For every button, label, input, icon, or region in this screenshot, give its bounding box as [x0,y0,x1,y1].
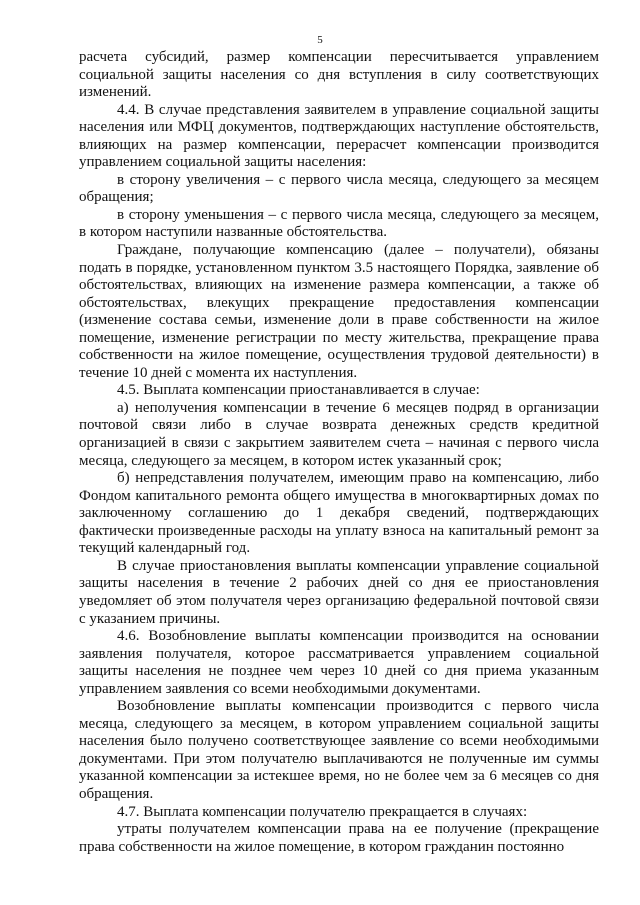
paragraph-3: в сторону увеличения – с первого числа месяца, следующего за месяцем обращения; [79,171,599,206]
document-body [79,49,599,856]
paragraph-5: Граждане, получающие компенсацию (далее – получатели), обязаны подать в порядке, установленном пунктом 3.5 настоящего Порядка, заявление об обстоятельствах, влияющих на изменение размера компенсации, а также об обстоятельствах, влекущих прекращение предоставления компенсации (изменение состава семьи, изменение доли в праве собственности на жилое помещение, изменение регистрации по месту жительства, прекращение права собственности на жилое помещение, осуществления трудовой деятельности) в течение 10 дней с момента их наступления. [79,242,599,381]
page-number: 5 [317,34,323,46]
paragraph-6: 4.5. Выплата компенсации приостанавливается в случае: [117,382,480,399]
paragraph-1: расчета субсидий, размер компенсации пересчитывается управлением социальной защиты населения со дня вступления в силу соответствующих изменений. [79,49,599,101]
paragraph-2: 4.4. В случае представления заявителем в управление социальной защиты населения или МФЦ документов, подтверждающих наступление обстоятельств, влияющих на размер компенсации, перерасчет компенсации производится управлением социальной защиты населения: [79,101,599,171]
paragraph-7: а) неполучения компенсации в течение 6 месяцев подряд в организации почтовой связи либо в случае возврата денежных средств кредитной организацией в связи с закрытием заявителем счета – начиная с первого числа месяца, следующего за месяцем, в котором истек указанный срок; [79,399,599,469]
paragraph-4: в сторону уменьшения – с первого числа месяца, следующего за месяцем, в котором наступили названные обстоятельства. [79,206,599,241]
paragraph-10: 4.6. Возобновление выплаты компенсации производится на основании заявления получателя, которое рассматривается управлением социальной защиты населения не позднее чем через 10 дней со дня приема указанным управлением заявления со всеми необходимыми документами. [79,628,599,697]
paragraph-9: В случае приостановления выплаты компенсации управление социальной защиты населения в течение 2 рабочих дней со дня ее приостановления уведомляет об этом получателя через организацию федеральной почтовой связи с указанием причины. [79,557,599,627]
paragraph-8: б) непредставления получателем, имеющим право на компенсацию, либо Фондом капитального ремонта общего имущества в многоквартирных домах по заключенному соглашению до 1 декабря сведений, подтверждающих фактически произведенные расходы на уплату взноса на капитальный ремонт за текущий календарный год. [79,470,599,557]
paragraph-12: 4.7. Выплата компенсации получателю прекращается в случаях: [117,803,528,820]
paragraph-11: Возобновление выплаты компенсации производится с первого числа месяца, следующего за месяцем, в котором управлением социальной защиты населения было получено соответствующее заявление со всеми необходимыми документами. При этом получателю выплачиваются не полученные им суммы указанной компенсации за истекшее время, но не более чем за 6 месяцев со дня обращения. [79,698,599,802]
paragraph-13: утраты получателем компенсации права на ее получение (прекращение права собственности на жилое помещение, в котором гражданин постоянно [79,821,599,855]
